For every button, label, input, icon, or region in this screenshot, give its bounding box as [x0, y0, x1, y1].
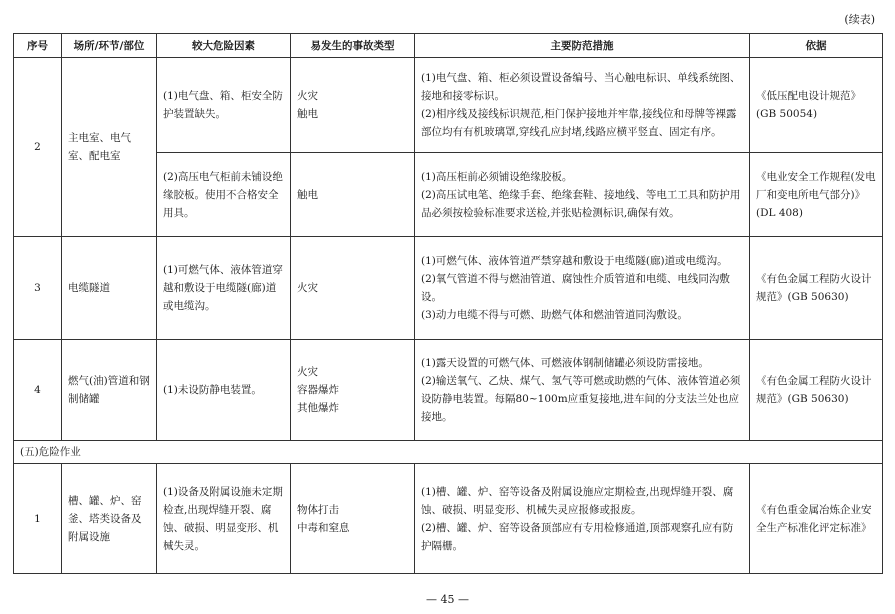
row-risk: (2)高压电气柜前未铺设绝缘胶板。使用不合格安全用具。	[157, 153, 291, 237]
table-row	[14, 340, 883, 441]
measure-item: (1)槽、罐、炉、窑等设备及附属设施应定期检查,出现焊缝开裂、腐蚀、破损、明显变形、机械失灵应报修或报废。	[421, 485, 734, 516]
header-risk: 较大危险因素	[157, 34, 291, 58]
row-basis: 《低压配电设计规范》(GB 50054)	[750, 58, 883, 153]
measure-item: (1)可燃气体、液体管道严禁穿越和敷设于电缆隧(廊)道或电缆沟。	[421, 255, 728, 267]
row-risk: (1)电气盘、箱、柜安全防护装置缺失。	[157, 58, 291, 153]
accident-type: 火灾	[297, 282, 318, 294]
row-place: 槽、罐、炉、窑釜、塔类设备及附属设施	[62, 464, 157, 574]
row-accidents	[291, 58, 415, 153]
row-measures	[415, 58, 750, 153]
row-accidents	[291, 464, 415, 574]
accident-type: 容器爆炸	[297, 384, 339, 396]
table-row	[14, 237, 883, 340]
row-place: 电缆隧道	[62, 237, 157, 340]
continued-label: (续表)	[844, 13, 875, 26]
table-row	[14, 464, 883, 574]
measure-item: (2)高压试电笔、绝缘手套、绝缘套鞋、接地线、等电工工具和防护用品必须按检验标准要求送检,并张贴检测标识,确保有效。	[421, 188, 741, 219]
measure-item: (1)高压柜前必须铺设绝缘胶板。	[421, 170, 573, 183]
measure-item: (2)槽、罐、炉、窑等设备顶部应有专用检修通道,顶部观察孔应有防护隔栅。	[421, 521, 734, 552]
row-place: 主电室、电气室、配电室	[62, 58, 157, 237]
table-row	[14, 58, 883, 153]
row-accidents	[291, 237, 415, 340]
row-measures	[415, 237, 750, 340]
measure-item: (2)相序线及接线标识规范,柜门保护接地并牢靠,接线位和母牌等裸露部位均有有机玻璃罩,穿线孔应封堵,线路应横平竖直、固定有序。	[421, 108, 737, 138]
row-risk: (1)设备及附属设施未定期检查,出现焊缝开裂、腐蚀、破损、明显变形、机械失灵。	[157, 464, 291, 574]
row-measures	[415, 340, 750, 441]
table-header-row	[14, 34, 883, 58]
header-accident: 易发生的事故类型	[291, 34, 415, 58]
measure-item: (2)输送氧气、乙炔、煤气、氢气等可燃或助燃的气体、液体管道必须设防静电装置。每隔80~100m应重复接地,进车间的分支法兰处也应接地。	[421, 375, 741, 423]
accident-type: 火灾	[297, 90, 318, 102]
row-number: 4	[14, 340, 62, 441]
header-basis: 依据	[750, 34, 883, 58]
accident-type: 火灾	[297, 366, 318, 378]
accident-type: 其他爆炸	[297, 402, 339, 414]
page-number: — 45 —	[426, 593, 469, 606]
row-accidents	[291, 340, 415, 441]
row-basis: 《有色重金属冶炼企业安全生产标准化评定标准》	[750, 464, 883, 574]
row-basis: 《有色金属工程防火设计规范》(GB 50630)	[750, 237, 883, 340]
header-measures: 主要防范措施	[415, 34, 750, 58]
accident-type: 触电	[297, 188, 318, 201]
row-basis: 《电业安全工作规程(发电厂和变电所电气部分)》(DL 408)	[750, 153, 883, 237]
measure-item: (3)动力电缆不得与可燃、助燃气体和燃油管道同沟敷设。	[421, 309, 688, 321]
row-risk: (1)未设防静电装置。	[157, 340, 291, 441]
header-no: 序号	[14, 34, 62, 58]
header-place: 场所/环节/部位	[62, 34, 157, 58]
hazard-table	[13, 33, 883, 574]
row-measures	[415, 464, 750, 574]
measure-item: (1)露天设置的可燃气体、可燃液体钢制储罐必须设防雷接地。	[421, 357, 709, 369]
row-place: 燃气(油)管道和钢制储罐	[62, 340, 157, 441]
row-number: 3	[14, 237, 62, 340]
measure-item: (1)电气盘、箱、柜必须设置设备编号、当心触电标识、单线系统图、接地和接零标识。	[421, 72, 741, 102]
row-accidents	[291, 153, 415, 237]
row-basis: 《有色金属工程防火设计规范》(GB 50630)	[750, 340, 883, 441]
accident-type: 物体打击	[297, 503, 339, 516]
row-number: 2	[14, 58, 62, 237]
row-risk: (1)可燃气体、液体管道穿越和敷设于电缆隧(廊)道或电缆沟。	[157, 237, 291, 340]
accident-type: 中毒和窒息	[297, 521, 350, 534]
row-measures	[415, 153, 750, 237]
measure-item: (2)氧气管道不得与燃油管道、腐蚀性介质管道和电缆、电线同沟敷设。	[421, 273, 730, 303]
row-number: 1	[14, 464, 62, 574]
section-title: (五)危险作业	[14, 441, 883, 464]
section-row	[14, 441, 883, 464]
accident-type: 触电	[297, 108, 318, 120]
